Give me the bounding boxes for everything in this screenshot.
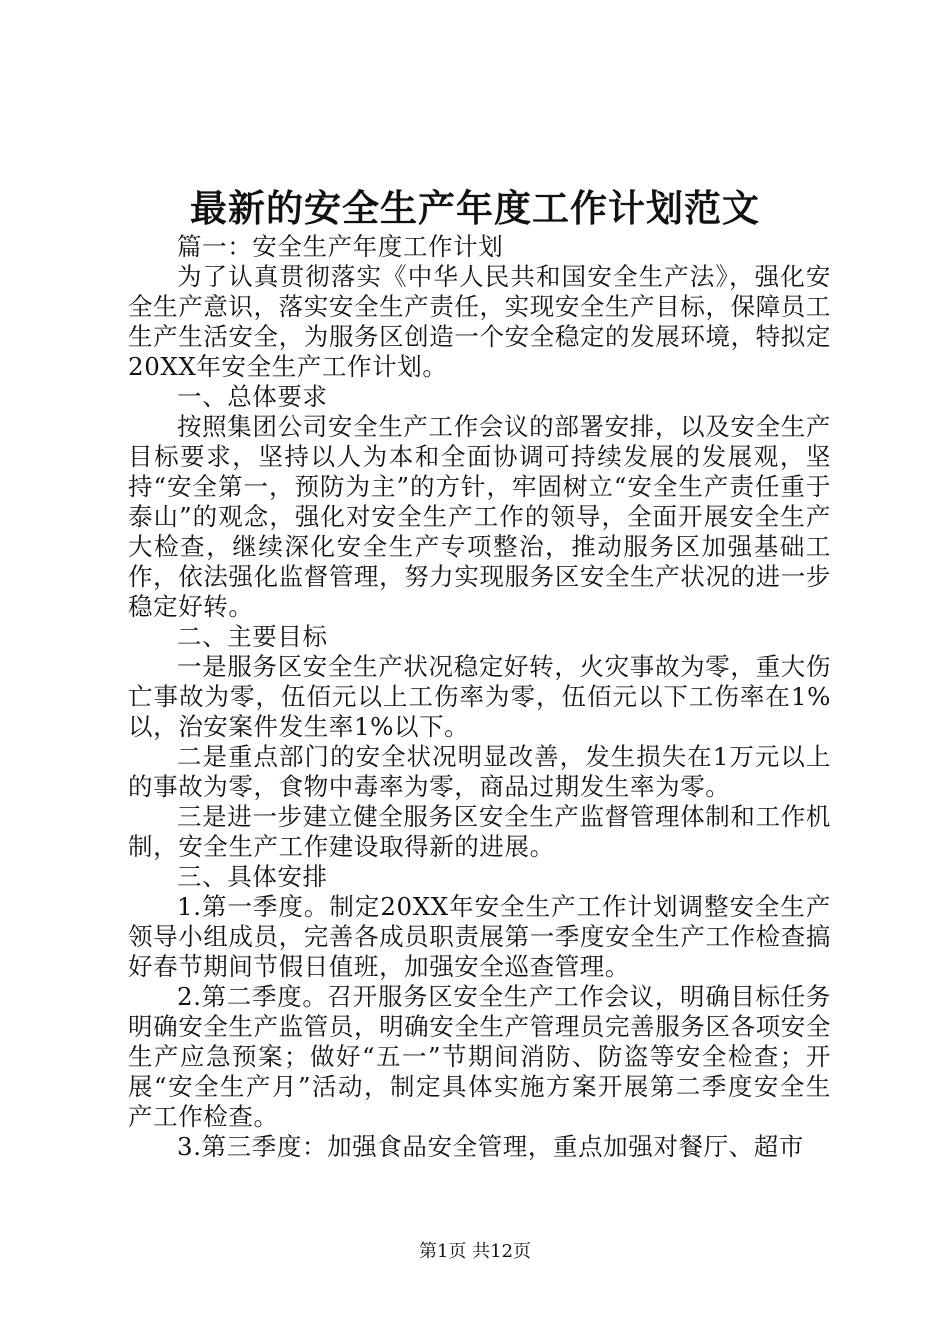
section-heading: 三、具体安排 (177, 862, 328, 891)
paragraph: 三是进一步建立健全服务区安全生产监督管理体制和工作机制，安全生产工作建设取得新的进展。 (128, 802, 831, 861)
paragraph: 一是服务区安全生产状况稳定好转，火灾事故为零，重大伤亡事故为零，伍佰元以上工伤率为零，伍佰元以下工伤率在1%以，治安案件发生率1%以下。 (128, 652, 831, 741)
paragraph: 3.第三季度：加强食品安全管理，重点加强对餐厅、超市 (177, 1132, 804, 1161)
section-heading: 篇一：安全生产年度工作计划 (177, 232, 504, 261)
paragraph: 为了认真贯彻落实《中华人民共和国安全生产法》，强化安全生产意识，落实安全生产责任，实现安全生产目标，保障员工生产生活安全，为服务区创造一个安全稳定的发展环境，特拟定20XX年安全生产工作计划。 (128, 262, 831, 381)
paragraph: 1.第一季度。制定20XX年安全生产工作计划调整安全生产领导小组成员，完善各成员职责展第一季度安全生产工作检查搞好春节期间节假日值班，加强安全巡查管理。 (128, 892, 831, 981)
paragraph: 二是重点部门的安全状况明显改善，发生损失在1万元以上的事故为零，食物中毒率为零，商品过期发生率为零。 (128, 742, 831, 801)
section-heading: 一、总体要求 (177, 382, 328, 411)
document-title: 最新的安全生产年度工作计划范文 (190, 186, 760, 230)
page-footer: 第1页 共12页 (418, 1241, 532, 1262)
paragraph: 按照集团公司安全生产工作会议的部署安排，以及安全生产目标要求，坚持以人为本和全面协调可持续发展的发展观，坚持“安全第一，预防为主”的方针，牢固树立“安全生产责任重于泰山”的观念，强化对安全生产工作的领导，全面开展安全生产大检查，继续深化安全生产专项整治，推动服务区加强基础工作，依法强化监督管理，努力实现服务区安全生产状况的进一步稳定好转。 (128, 412, 831, 621)
document-body (128, 232, 831, 1162)
paragraph: 2.第二季度。召开服务区安全生产工作会议，明确目标任务明确安全生产监管员，明确安全生产管理员完善服务区各项安全生产应急预案；做好“五一”节期间消防、防盗等安全检查；开展“安全生产月”活动，制定具体实施方案开展第二季度安全生产工作检查。 (128, 982, 831, 1131)
section-heading: 二、主要目标 (177, 622, 328, 651)
